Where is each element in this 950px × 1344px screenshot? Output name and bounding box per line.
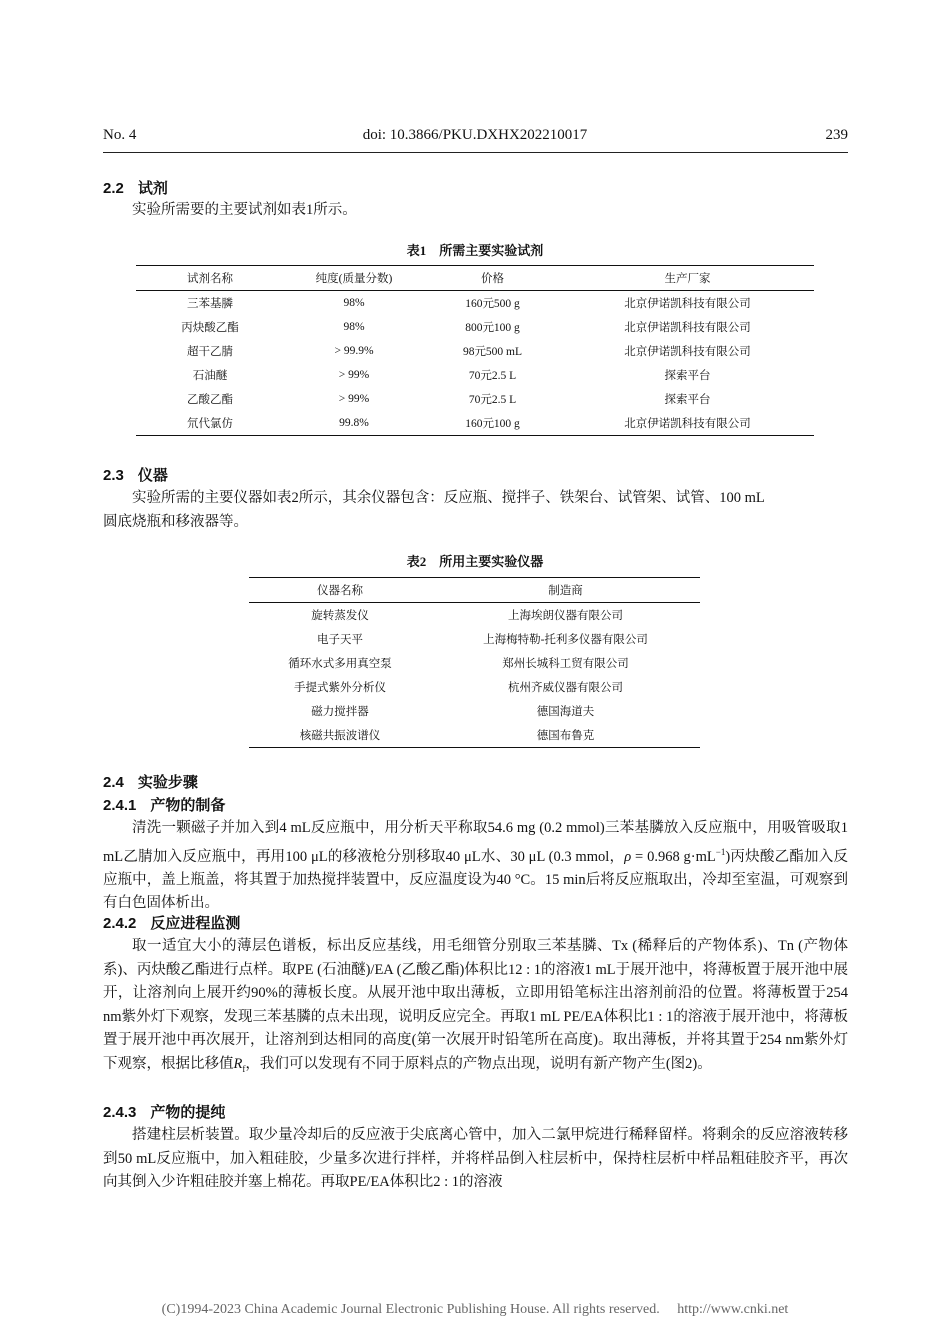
section-2-4-heading <box>103 771 198 792</box>
table-cell: 丙炔酸乙酯 <box>181 322 239 334</box>
column-header: 价格 <box>424 266 561 291</box>
table-cell: 98元500 mL <box>462 346 523 358</box>
section-number: 2.2 <box>103 180 124 197</box>
table-cell: 160元100 g <box>424 411 561 436</box>
table-cell: 160元500 g <box>465 298 520 310</box>
table-row <box>249 627 700 651</box>
table-cell: 上海埃朗仪器有限公司 <box>508 610 623 622</box>
header-rule <box>103 152 848 153</box>
section-title: 反应进程监测 <box>150 916 241 932</box>
table-cell: 德国海道夫 <box>536 706 595 718</box>
table-row <box>136 363 814 387</box>
table-cell: 上海梅特勒-托利多仪器有限公司 <box>483 634 648 646</box>
table-cell: 杭州齐威仪器有限公司 <box>508 682 623 694</box>
table-cell: 循环水式多用真空泵 <box>288 658 392 670</box>
copyright-footer: (C)1994-2023 China Academic Journal Electronic Publishing House. All rights reserved. http://www.cnki.net <box>161 1302 789 1317</box>
section-title: 实验步骤 <box>137 775 198 791</box>
section-number: 2.4.2 <box>103 915 137 932</box>
table-cell: > 99% <box>338 393 370 405</box>
table-cell: 北京伊诺凯科技有限公司 <box>624 322 751 334</box>
column-header: 制造商 <box>431 578 700 603</box>
table-cell: 北京伊诺凯科技有限公司 <box>561 411 814 436</box>
column-header: 生产厂家 <box>561 266 814 291</box>
column-header: 试剂名称 <box>136 266 284 291</box>
section-number: 2.4.1 <box>103 797 137 814</box>
section-2-4-2-heading <box>103 912 240 933</box>
section-2-3-heading <box>103 464 168 485</box>
table-row <box>249 651 700 675</box>
section-2-4-3-heading <box>103 1101 225 1122</box>
section-2-2-text: 实验所需要的主要试剂如表1所示。 <box>132 202 357 218</box>
article-doi: doi: 10.3866/PKU.DXHX202210017 <box>362 127 588 143</box>
table-cell: 99.8% <box>284 411 424 436</box>
table-cell: 探索平台 <box>664 370 711 382</box>
table-row <box>136 339 814 363</box>
table-2-caption: 表2 所用主要实验仪器 <box>406 554 544 569</box>
table-cell: 98% <box>343 321 365 333</box>
table-2 <box>249 577 700 748</box>
table-header-row <box>249 578 700 603</box>
table-row <box>136 411 814 436</box>
table-cell: > 99% <box>338 369 370 381</box>
table-cell: 旋转蒸发仪 <box>311 610 369 622</box>
table-row <box>249 699 700 723</box>
table-row <box>136 291 814 316</box>
section-2-4-1-heading <box>103 794 225 815</box>
column-header: 纯度(质量分数) <box>284 266 424 291</box>
table-cell: > 99.9% <box>334 345 374 357</box>
table-cell: 70元2.5 L <box>468 370 517 382</box>
table-header-row <box>136 266 814 291</box>
table-cell: 氘代氯仿 <box>136 411 284 436</box>
table-cell: 70元2.5 L <box>468 394 517 406</box>
table-cell: 石油醚 <box>192 370 228 382</box>
section-2-4-1-paragraph: 清洗一颗磁子并加入到4 mL反应瓶中，用分析天平称取54.6 mg (0.2 mmol)三苯基膦放入反应瓶中，用吸管吸取1 mL乙腈加入反应瓶中，再用100 μL的移液枪分别移取40 μL水、30 μL (0.3 mmol，ρ = 0.968 $g\cdot mL^{-1}$)丙炔酸乙酯加入反应瓶中，盖上瓶盖，将其置于加热搅拌装置中，反应温度设为40 °C。15 min后将反应瓶取出，冷却至室温，可观察到有白色固体析出。 <box>103 820 848 912</box>
table-row <box>249 675 700 699</box>
section-2-4-2-paragraph: 取一适宜大小的薄层色谱板，标出反应基线，用毛细管分别取三苯基膦、Tx (稀释后的产物体系)、Tn (产物体系)、丙炔酸乙酯进行点样。取PE (石油醚)/EA (乙酸乙酯)体积比12 : 1的溶液1 mL于展开池中，将薄板置于展开池中展开，让溶剂向上展开约90%的薄板长度。从展开池中取出薄板，立即用铅笔标注出溶剂前沿的位置。将薄板置于254 nm紫外灯下观察，发现三苯基膦的点未出现，说明反应完全。再取1 mL PE/EA体积比1 : 1的溶液于展开池中，将薄板置于展开池中再次展开，让溶剂到达相同的高度(第一次展开时铅笔所在高度)。取出薄板，并将其置于254 nm紫外灯下观察，根据比移值$R_f$，我们可以发现有不同于原料点的产物点出现，说明有新产物产生(图2)。 <box>103 938 848 1074</box>
table-cell: 磁力搅拌器 <box>311 706 369 718</box>
section-title: 产物的提纯 <box>150 1105 226 1121</box>
table-cell: 探索平台 <box>664 394 711 406</box>
table-row <box>249 723 700 748</box>
table-row <box>136 387 814 411</box>
section-number: 2.4 <box>103 774 124 791</box>
table-cell: 乙酸乙酯 <box>187 394 233 406</box>
table-cell: 北京伊诺凯科技有限公司 <box>624 298 751 310</box>
table-cell: 超干乙腈 <box>187 346 233 358</box>
table-cell: 800元100 g <box>465 322 520 334</box>
table-cell: 电子天平 <box>317 634 363 646</box>
section-2-4-3-paragraph: 搭建柱层析装置。取少量冷却后的反应液于尖底离心管中，加入二氯甲烷进行稀释留样。将剩余的反应溶液转移到50 mL反应瓶中，加入粗硅胶，少量多次进行拌样，并将样品倒入柱层析中，保持柱层析中样品粗硅胶齐平，再次向其倒入少许粗硅胶并塞上棉花。再取PE/EA体积比2 : 1的溶液 <box>103 1127 848 1190</box>
table-cell: 98% <box>343 297 365 309</box>
section-2-2-heading <box>103 177 168 198</box>
table-cell: 北京伊诺凯科技有限公司 <box>624 346 751 358</box>
table-cell: 郑州长城科工贸有限公司 <box>502 658 629 670</box>
column-header: 仪器名称 <box>249 578 431 603</box>
section-title: 仪器 <box>137 468 168 484</box>
table-row <box>249 603 700 628</box>
section-title: 产物的制备 <box>150 798 226 814</box>
table-cell: 核磁共振波谱仪 <box>249 723 431 748</box>
section-number: 2.3 <box>103 467 124 484</box>
page-number: 239 <box>825 127 848 143</box>
table-1 <box>136 265 814 436</box>
table-1-caption: 表1 所需主要实验试剂 <box>406 243 544 258</box>
journal-issue: No. 4 <box>103 127 137 143</box>
section-number: 2.4.3 <box>103 1104 137 1121</box>
table-cell: 手提式紫外分析仪 <box>294 682 386 694</box>
table-row <box>136 315 814 339</box>
section-title: 试剂 <box>137 181 168 197</box>
table-cell: 德国布鲁克 <box>431 723 700 748</box>
table-cell: 三苯基膦 <box>187 298 233 310</box>
section-2-3-text: 实验所需的主要仪器如表2所示，其余仪器包含：反应瓶、搅拌子、铁架台、试管架、试管、100 mL 圆底烧瓶和移液器等。 <box>103 490 765 530</box>
